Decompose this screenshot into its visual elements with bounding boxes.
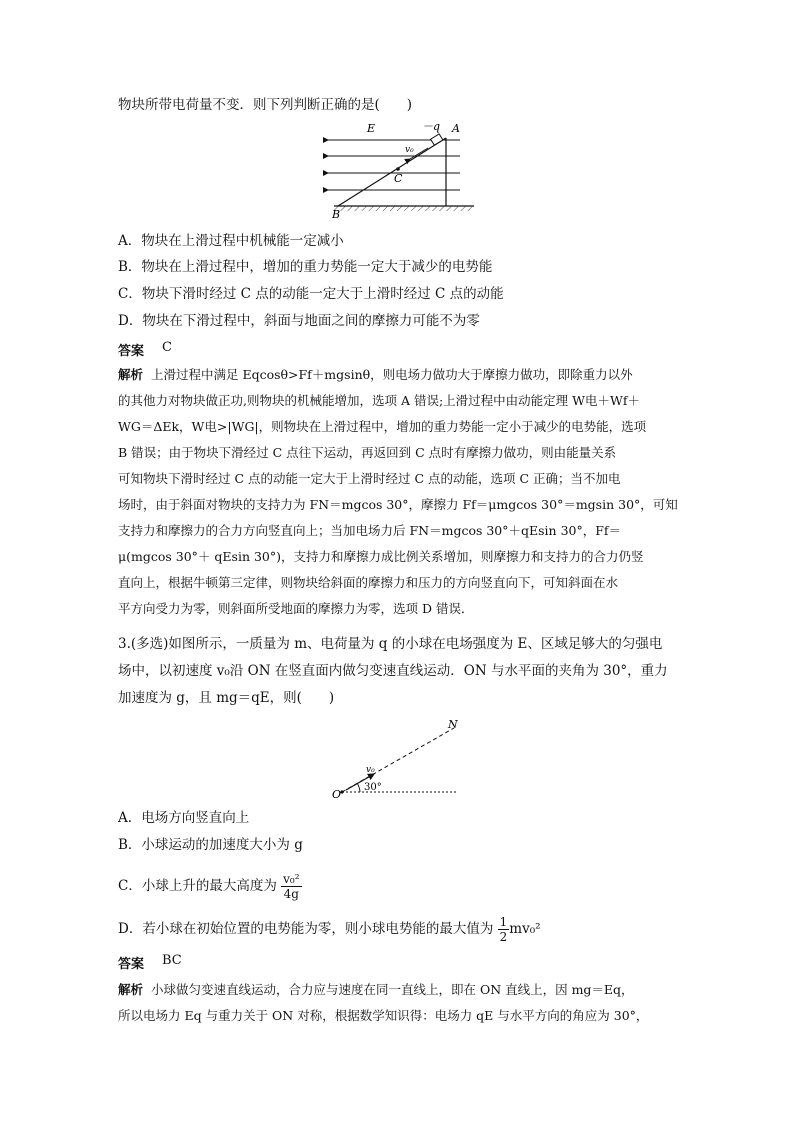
q2-answer: C [162,340,172,355]
q3-option-d-numerator: 1 [499,915,508,929]
label-N: N [448,718,458,731]
q2-explanation-line: 场时，由于斜面对物块的支持力为 FN＝mgcos 30°，摩擦力 Ff＝μmgcos 30°＝mgsin 30°，可知 [118,497,678,512]
q3-stem-line: 3.(多选)如图所示，一质量为 m、电荷量为 q 的小球在电场强度为 E、区域足够大的匀强电 [118,636,663,652]
q3-option-b: B．小球运动的加速度大小为 g [118,837,303,853]
q3-option-d [118,915,541,944]
q2-stem: 物块所带电荷量不变．则下列判断正确的是( ) [118,97,413,113]
label-B: B [332,208,341,220]
q2-option-a: A．物块在上滑过程中机械能一定减小 [118,233,344,249]
q2-explanation-line: 上滑过程中满足 Eqcosθ>Ff＋mgsinθ，则电场力做功大于摩擦力做功，即除重力以外 [150,367,633,382]
label-v0: v₀ [405,145,414,155]
q2-explanation-line: 可知物块下滑时经过 C 点的动能一定大于上滑时经过 C 点的动能，选项 C 正确；当不加电 [118,471,621,486]
q2-explanation-line: 支持力和摩擦力的合力方向竖直向上；当加电场力后 FN＝mgcos 30°＋qEsin 30°，Ff＝ [118,523,622,538]
q2-figure [320,118,480,220]
q3-figure [330,714,470,804]
q3-option-c [118,872,302,901]
q2-answer-label: 答案 [118,344,145,359]
q3-option-d-text: D．若小球在初始位置的电势能为零，则小球电势能的最大值为 [118,921,494,937]
q2-option-d: D．物块在下滑过程中，斜面与地面之间的摩擦力可能不为零 [118,313,480,329]
q3-option-a: A．电场方向竖直向上 [118,810,250,826]
q2-option-c: C．物块下滑时经过 C 点的动能一定大于上滑时经过 C 点的动能 [118,286,504,302]
q3-stem-line: 加速度为 g，且 mg＝qE，则( ) [118,690,335,706]
q3-stem-line: 场中，以初速度 v₀沿 ON 在竖直面内做匀变速直线运动．ON 与水平面的夹角为 30°，重力 [118,663,668,679]
q3-explanation-line: 小球做匀变速直线运动，合力应与速度在同一直线上，即在 ON 直线上，因 mg＝Eq， [150,982,634,997]
q3-option-d-denominator: 2 [499,930,508,944]
q2-explanation-line: μ(mgcos 30°＋ qEsin 30°)，支持力和摩擦力成比例关系增加，则摩擦力和支持力的合力仍竖 [118,549,644,564]
q3-option-d-tail: mv₀² [509,921,541,937]
label-v0: v₀ [366,765,375,775]
label-C: C [394,172,403,185]
q2-explanation-line: 直向上，根据牛顿第三定律，则物块给斜面的摩擦力和压力的方向竖直向下，可知斜面在水 [118,575,619,590]
q3-option-c-denominator: 4g [283,887,299,901]
q3-option-c-text: C．小球上升的最大高度为 [118,878,277,894]
q3-answer: BC [162,953,182,968]
label-O: O [332,788,342,801]
q2-explanation-label: 解析 [118,367,144,382]
label-angle: 30° [364,782,382,793]
q2-explanation-line: 平方向受力为零，则斜面所受地面的摩擦力为零，选项 D 错误． [118,601,474,616]
label-A: A [452,122,460,135]
q2-explanation-line: 的其他力对物块做正功,则物块的机械能增加，选项 A 错误;上滑过程中由动能定理 W电＋Wf＋ [118,393,640,408]
q3-explanation-line: 所以电场力 Eq 与重力关于 ON 对称，根据数学知识得：电场力 qE 与水平方向的角应为 30°， [118,1008,649,1023]
q2-option-b: B．物块在上滑过程中，增加的重力势能一定大于减少的电势能 [118,259,493,275]
label-E: E [367,122,376,135]
q2-explanation-line: B 错误；由于物块下滑经过 C 点往下运动，再返回到 C 点时有摩擦力做功，则由能量关系 [118,445,617,460]
label-q: －q [422,120,441,133]
q3-option-c-numerator: v₀² [283,872,300,886]
q2-explanation-line: WG＝ΔEk，W电>|WG|，则物块在上滑过程中，增加的重力势能一定小于减少的电势能，选项 [118,419,647,434]
q3-explanation-label: 解析 [118,982,144,997]
q3-answer-label: 答案 [118,957,145,972]
